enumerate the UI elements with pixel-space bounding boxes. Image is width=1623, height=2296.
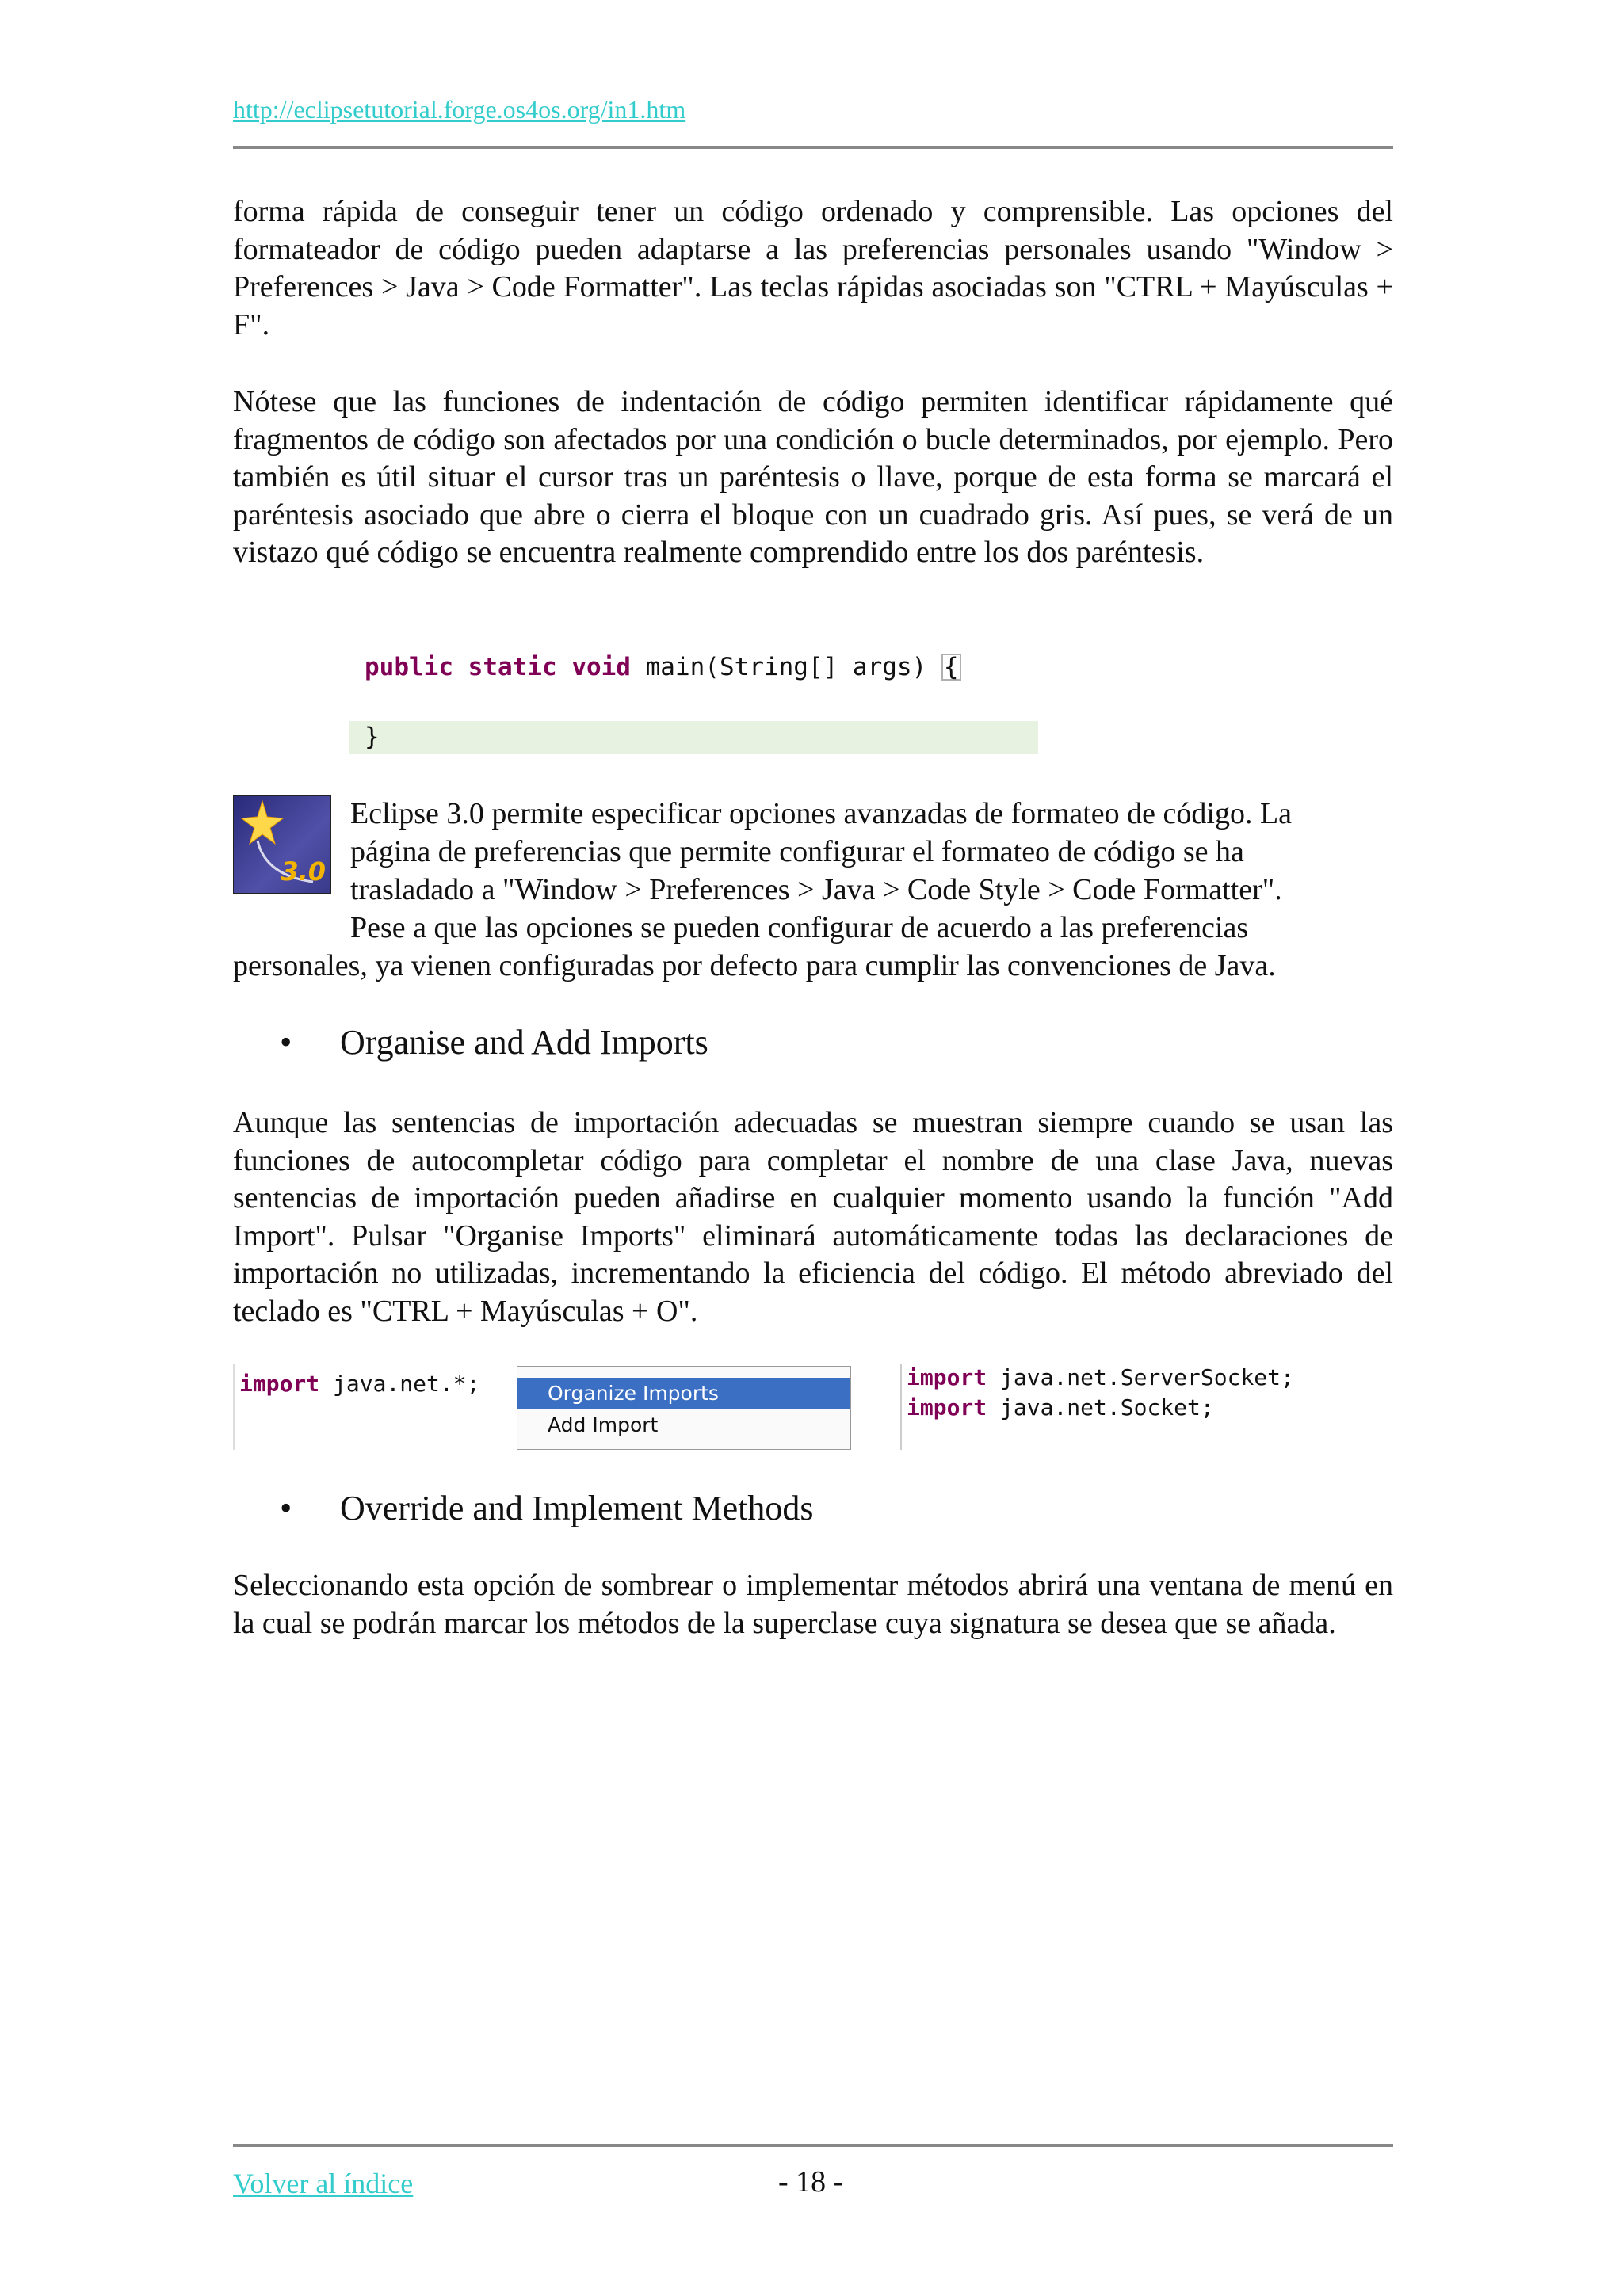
eclipse-version-label: 3.0 [281, 856, 326, 887]
paragraph-override: Seleccionando esta opción de sombrear o implementar métodos abrirá una ventana de menú en la cual se podrán marcar los métodos de la superclase cuya signatura se desea que se añada. [233, 1569, 1393, 1640]
paragraph-formatter: forma rápida de conseguir tener un código ordenado y comprensible. Las opciones del formateador de código pueden adaptarse a las preferencias personales usando "Window > Preferences > Java > Code Formatter". Las teclas rápidas asociadas son "CTRL + Mayúsculas + F". [233, 195, 1393, 341]
close-brace: } [365, 723, 380, 751]
eclipse-note-line2: página de preferencias que permite configurar el formateo de código se ha [350, 835, 1244, 868]
footer-rule [233, 2144, 1393, 2147]
imports-screenshot [233, 1364, 1342, 1451]
bullet-label: Organise and Add Imports [340, 1023, 708, 1062]
header-rule [233, 146, 1393, 149]
header-url-link[interactable]: http://eclipsetutorial.forge.os4os.org/in1.htm [233, 95, 686, 124]
eclipse-3-icon [233, 795, 331, 894]
bullet-label: Override and Implement Methods [340, 1489, 814, 1527]
bullet-dot: • [280, 1023, 292, 1062]
eclipse-note-line1: Eclipse 3.0 permite especificar opciones avanzadas de formateo de código. La [350, 797, 1293, 830]
code-brace-screenshot [349, 642, 1038, 757]
menu-item-organize-imports[interactable]: Organize Imports [517, 1378, 850, 1409]
eclipse-note-line4: Pese a que las opciones se pueden configurar de acuerdo a las preferencias [350, 911, 1249, 944]
editor-before: import java.net.*; [233, 1364, 514, 1450]
bullet-dot: • [280, 1489, 292, 1527]
menu-item-add-import[interactable]: Add Import [548, 1413, 659, 1436]
editor-after: import java.net.ServerSocket; import java.net.Socket; [900, 1364, 1346, 1450]
paragraph-imports: Aunque las sentencias de importación adecuadas se muestran siempre cuando se usan las funciones de autocompletar código para completar el nombre de una clase Java, nuevas sentencias de importación pueden añadirse en cualquier momento usando la función "Add Import". Pulsar "Organise Imports" eliminará automáticamente todas las declaraciones de importación no utilizadas, incrementando la eficiencia del código. El método abreviado del teclado es "CTRL + Mayúsculas + O". [233, 1106, 1393, 1328]
code-signature-line: public static void main(String[] args) { [365, 653, 961, 681]
paragraph-indentation: Nótese que las funciones de indentación de código permiten identificar rápidamente qué fragmentos de código son afectados por una condición o bucle determinados, por ejemplo. Pero también es útil situar el cursor tras un paréntesis o llave, porque de esta forma se marcará el paréntesis asociado que abre o cierra el bloque con un cuadrado gris. Así pues, se verá de un vistazo qué código se encuentra realmente comprendido entre los dos paréntesis. [233, 385, 1393, 569]
closing-brace-line [349, 721, 1038, 754]
eclipse-note-line5: personales, ya vienen configuradas por defecto para cumplir las convenciones de Java. [233, 949, 1276, 982]
context-menu [517, 1366, 851, 1450]
back-to-index-link[interactable]: Volver al índice [233, 2168, 414, 2199]
eclipse-note-line3: trasladado a "Window > Preferences > Java > Code Style > Code Formatter". [350, 873, 1282, 906]
page-number: - 18 - [778, 2165, 844, 2199]
open-brace-highlight: { [941, 654, 961, 681]
